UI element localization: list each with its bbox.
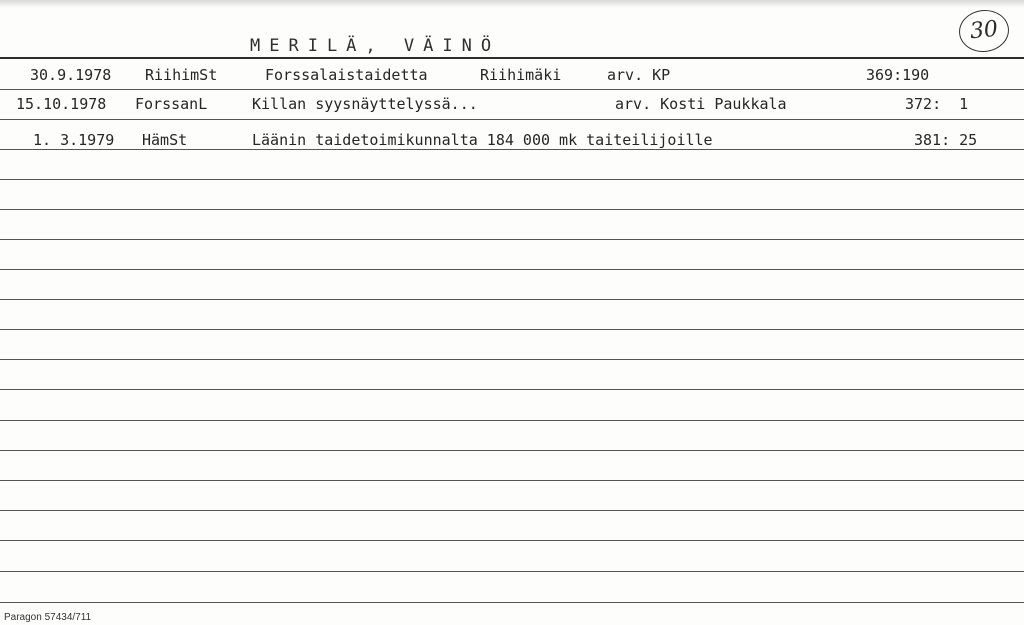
printer-footer: Paragon 57434/711 xyxy=(4,612,92,623)
entry-reference: 369:190 xyxy=(866,66,930,84)
ruled-line xyxy=(0,480,1024,481)
entry-source: HämSt xyxy=(142,131,188,149)
card-top-edge xyxy=(0,0,1024,8)
ruled-line xyxy=(0,179,1024,180)
card-number-circle: 30 xyxy=(957,8,1011,55)
entry-reviewer: arv. Kosti Paukkala xyxy=(615,95,787,113)
ruled-line xyxy=(0,149,1024,150)
ruled-line xyxy=(0,239,1024,240)
ruled-line xyxy=(0,329,1024,330)
header-rule xyxy=(0,57,1024,59)
entry-date: 1. 3.1979 xyxy=(33,131,115,149)
ruled-line xyxy=(0,209,1024,210)
entry-source: ForssanL xyxy=(135,95,208,113)
entry-title: Forssalaistaidetta xyxy=(265,66,428,84)
ruled-line xyxy=(0,269,1024,270)
entry-date: 30.9.1978 xyxy=(30,66,112,84)
ruled-line xyxy=(0,571,1024,572)
entry-source: RiihimSt xyxy=(145,66,218,84)
ruled-line xyxy=(0,89,1024,90)
ruled-line xyxy=(0,119,1024,120)
card-name-heading: MERILÄ, VÄINÖ xyxy=(250,36,501,56)
ruled-line xyxy=(0,389,1024,390)
ruled-line xyxy=(0,540,1024,541)
entry-date: 15.10.1978 xyxy=(16,95,107,113)
ruled-line xyxy=(0,510,1024,511)
ruled-line xyxy=(0,299,1024,300)
entry-reviewer: arv. KP xyxy=(607,66,671,84)
entry-place: Riihimäki xyxy=(480,66,562,84)
entry-title: Killan syysnäyttelyssä... xyxy=(252,95,478,113)
entry-reference: 381: 25 xyxy=(914,131,978,149)
ruled-line xyxy=(0,602,1024,603)
ruled-line xyxy=(0,450,1024,451)
entry-reference: 372: 1 xyxy=(905,95,969,113)
ruled-line xyxy=(0,420,1024,421)
ruled-line xyxy=(0,359,1024,360)
entry-title: Läänin taidetoimikunnalta 184 000 mk taiteilijoille xyxy=(252,131,713,149)
